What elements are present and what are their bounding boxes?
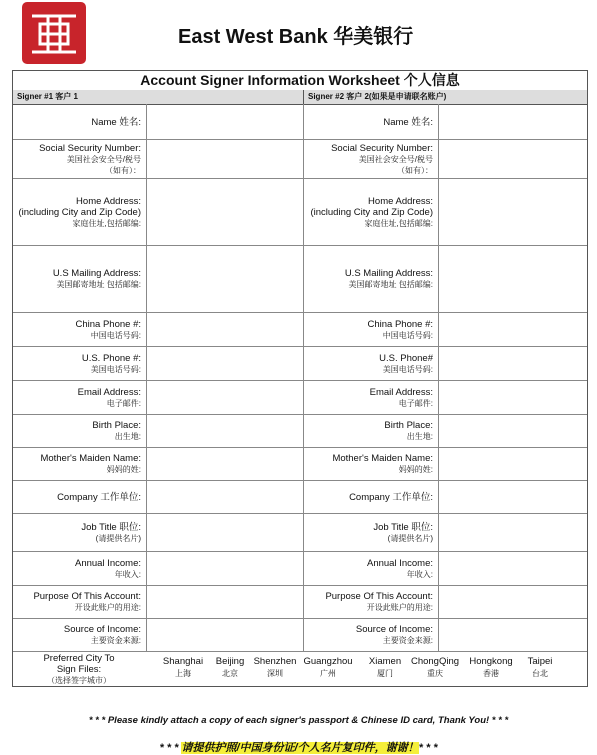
city-name-en: Taipei: [527, 656, 553, 667]
signer2-field-label: Purpose Of This Account: 开设此账户的用途:: [325, 591, 433, 612]
signer1-field-input[interactable]: [147, 247, 302, 311]
signer1-field-label: Purpose Of This Account: 开设此账户的用途:: [33, 591, 141, 612]
signer2-field-label: Annual Income: 年收入:: [366, 557, 433, 579]
signer1-field-input[interactable]: [147, 620, 302, 650]
column-divider: [303, 104, 304, 651]
signer2-field-label: Home Address: (including City and Zip Code) 家庭住址,包括邮编:: [310, 195, 433, 228]
city-name-zh: 深圳: [267, 669, 283, 678]
city-name-en: Hongkong: [469, 656, 513, 667]
attachment-note-english: * * * Please kindly attach a copy of each signer's passport & Chinese ID card, Thank You! * * *: [88, 715, 509, 726]
signer1-field-label: Annual Income: 年收入:: [74, 557, 141, 579]
city-name-zh: 厦门: [377, 669, 393, 678]
signer2-field-label: Mother's Maiden Name: 妈妈的姓:: [332, 453, 433, 474]
worksheet-title: Account Signer Information Worksheet 个人信息: [13, 71, 587, 91]
signer1-field-label: Company 工作单位:: [57, 491, 141, 503]
signer2-header: Signer #2 客户 2(如果是申请联名账户): [304, 90, 587, 105]
signer1-field-input[interactable]: [147, 553, 302, 584]
city-name-en: Shenzhen: [253, 656, 297, 667]
city-name-zh: 北京: [222, 669, 238, 678]
signer2-field-input[interactable]: [439, 449, 586, 479]
signer2-field-input[interactable]: [439, 141, 586, 177]
city-name-zh: 台北: [532, 669, 548, 678]
signer1-field-label: Job Title 职位: (请提供名片): [81, 521, 141, 543]
signer2-field-input[interactable]: [439, 620, 586, 650]
signer1-field-input[interactable]: [147, 482, 302, 512]
bank-logo: [22, 2, 86, 64]
signer1-field-input[interactable]: [147, 515, 302, 550]
city-name-zh: 广州: [320, 669, 336, 678]
signer2-field-label: Company 工作单位:: [349, 491, 433, 503]
signer2-field-label: China Phone #: 中国电话号码:: [367, 318, 433, 340]
signer1-field-label: Source of Income: 主要资金来源:: [63, 624, 141, 645]
signer1-field-label: Social Security Number: 美国社会安全号/税号 （如有）：: [39, 142, 141, 175]
signer2-field-input[interactable]: [439, 180, 586, 244]
signer1-field-label: Birth Place: 出生地:: [92, 420, 141, 441]
city-name-en: Xiamen: [368, 656, 402, 667]
signer2-field-input[interactable]: [439, 587, 586, 617]
attachment-note-chinese: * * * 请提供护照/中国身份证/个人名片复印件，谢谢！* * *: [159, 742, 438, 754]
signer1-field-input[interactable]: [147, 587, 302, 617]
signer1-field-label: U.S Mailing Address: 美国邮寄地址 包括邮编:: [52, 268, 141, 289]
city-name-zh: 上海: [175, 669, 191, 678]
signer2-field-input[interactable]: [439, 553, 586, 584]
signer2-field-input[interactable]: [439, 106, 586, 138]
signer1-header: Signer #1 客户 1: [13, 90, 304, 105]
signer2-field-input[interactable]: [439, 348, 586, 379]
signer1-field-label: U.S. Phone #: 美国电话号码:: [81, 352, 141, 374]
signer2-field-label: Email Address: 电子邮件:: [369, 386, 433, 408]
signer2-field-input[interactable]: [439, 416, 586, 446]
signer1-field-input[interactable]: [147, 314, 302, 345]
signer1-field-input[interactable]: [147, 382, 302, 413]
signer2-field-input[interactable]: [439, 515, 586, 550]
signer1-field-label: Home Address: (including City and Zip Code) 家庭住址,包括邮编:: [18, 195, 141, 228]
worksheet-table: [12, 70, 588, 687]
signer2-field-label: U.S. Phone# 美国电话号码:: [379, 352, 433, 374]
city-name-en: ChongQing: [410, 656, 460, 667]
signer2-field-label: Birth Place: 出生地:: [384, 420, 433, 441]
city-name-zh: 重庆: [427, 669, 443, 678]
signer1-field-label: China Phone #: 中国电话号码:: [75, 318, 141, 340]
signer2-field-label: Job Title 职位: (请提供名片): [373, 521, 433, 543]
signer1-field-input[interactable]: [147, 449, 302, 479]
signer2-field-label: U.S Mailing Address: 美国邮寄地址 包括邮编:: [344, 268, 433, 289]
signer2-field-label: Social Security Number: 美国社会安全号/税号 （如有）：: [331, 142, 433, 175]
city-name-en: Shanghai: [162, 656, 204, 667]
city-name-en: Guangzhou: [303, 656, 353, 667]
signer1-field-input[interactable]: [147, 141, 302, 177]
preferred-city-label: Preferred City To Sign Files: （选择签字城市）: [43, 653, 115, 685]
signer2-field-input[interactable]: [439, 382, 586, 413]
signer1-field-label: Name 姓名:: [91, 116, 141, 128]
city-name-zh: 香港: [483, 669, 499, 678]
bank-title: East West Bank 华美银行: [178, 26, 414, 48]
signer1-field-input[interactable]: [147, 348, 302, 379]
column-divider: [438, 104, 439, 651]
signer2-field-label: Name 姓名:: [383, 116, 433, 128]
city-name-en: Beijing: [215, 656, 245, 667]
signer1-field-label: Email Address: 电子邮件:: [77, 386, 141, 408]
signer1-field-label: Mother's Maiden Name: 妈妈的姓:: [40, 453, 141, 474]
signer2-field-input[interactable]: [439, 247, 586, 311]
signer1-field-input[interactable]: [147, 416, 302, 446]
signer1-field-input[interactable]: [147, 106, 302, 138]
signer2-field-input[interactable]: [439, 314, 586, 345]
signer2-field-label: Source of Income: 主要资金来源:: [355, 624, 433, 645]
column-divider: [146, 104, 147, 651]
east-west-bank-logo-icon: [28, 8, 80, 58]
signer1-field-input[interactable]: [147, 180, 302, 244]
city-option-taipei[interactable]: [506, 656, 574, 680]
signer2-field-input[interactable]: [439, 482, 586, 512]
